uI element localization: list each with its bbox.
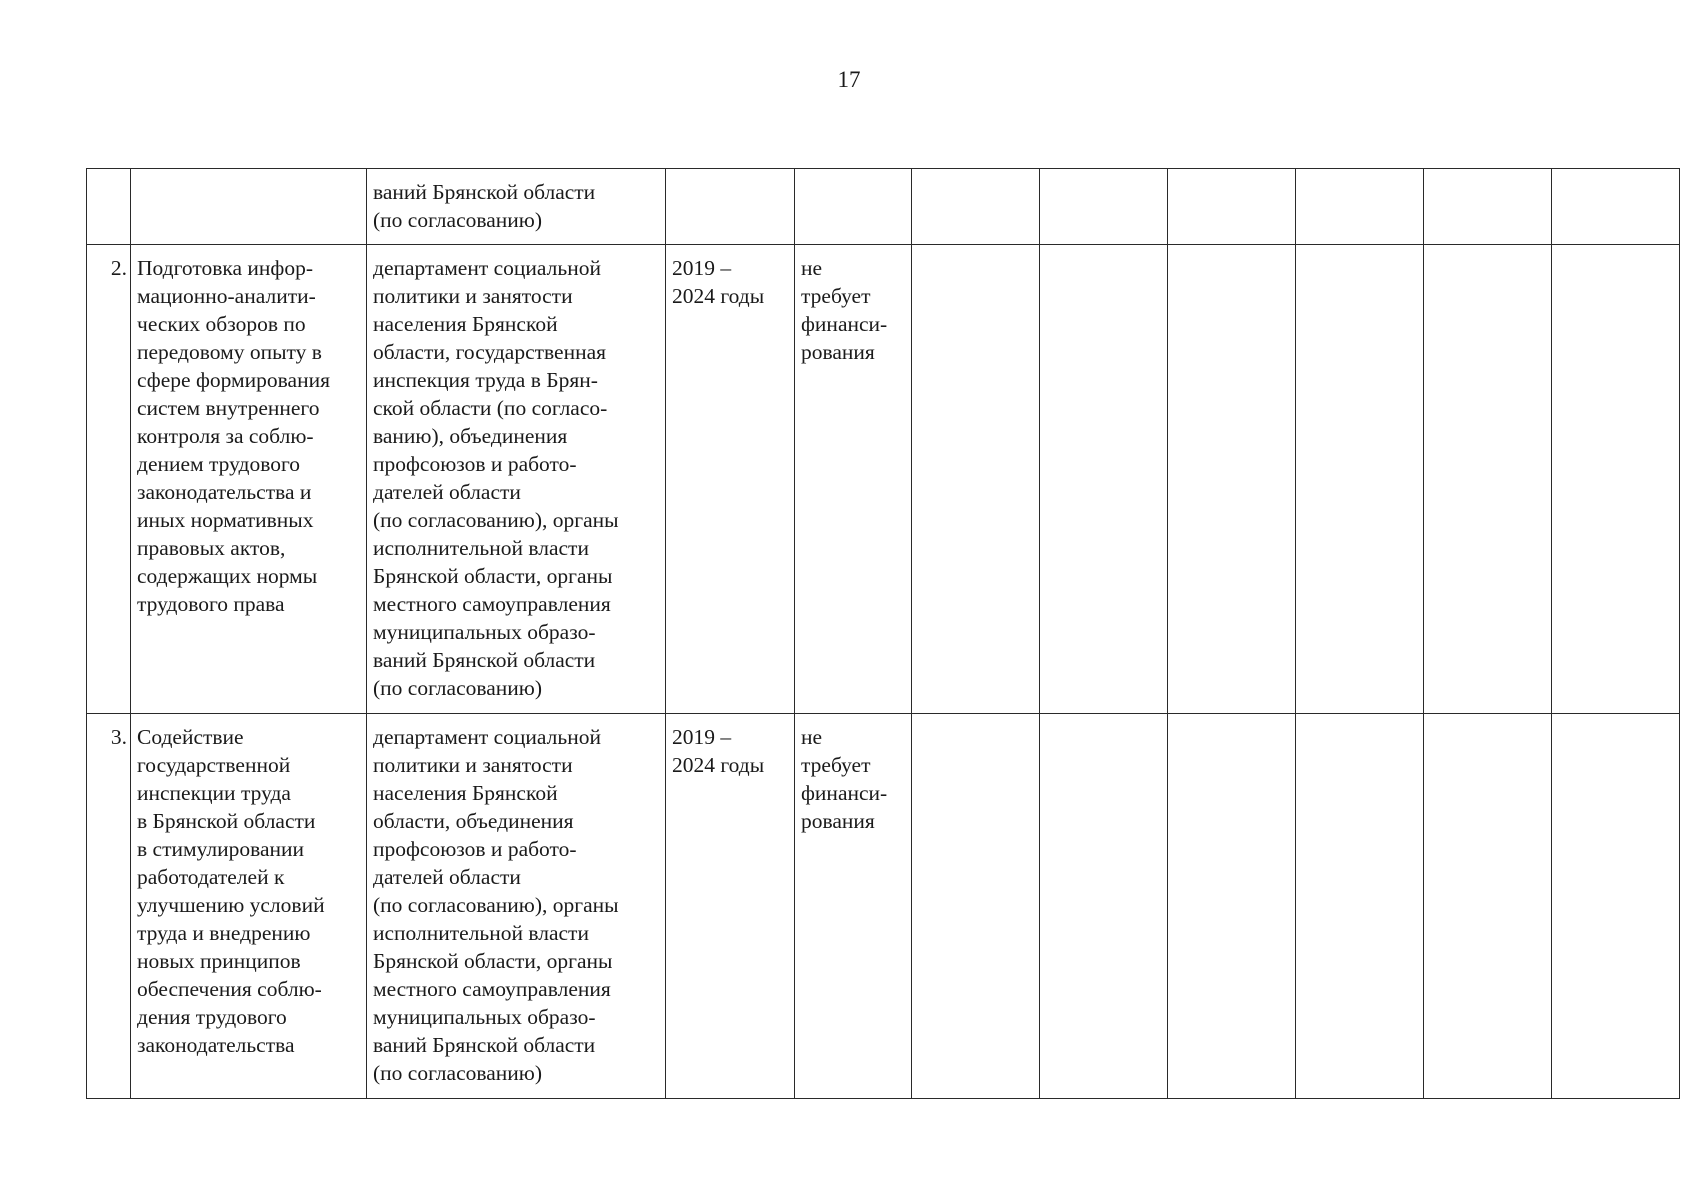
executors-line: (по согласованию), органы [373, 508, 619, 532]
activity-line: государственной [137, 753, 291, 777]
executors-line: Брянской области, органы [373, 564, 613, 588]
period-cell [666, 714, 795, 1099]
executors-line: (по согласованию) [373, 676, 543, 700]
activity-line: Содействие [137, 725, 244, 749]
empty-financing-cell [1552, 714, 1680, 1099]
executors-line: дателей области [373, 480, 521, 504]
empty-financing-cell [1168, 245, 1296, 714]
executors-line: департамент социальной [373, 256, 601, 280]
activity-line: передовому опыту в [137, 340, 322, 364]
financing-line: требует [801, 284, 871, 308]
activity-line: сфере формирования [137, 368, 330, 392]
empty-financing-cell [1040, 169, 1168, 245]
activity-line: иных нормативных [137, 508, 314, 532]
executors-line: местного самоуправления [373, 592, 611, 616]
executors-line: профсоюзов и работо- [373, 452, 577, 476]
table-row [87, 714, 1680, 1099]
activity-line: систем внутреннего [137, 396, 320, 420]
table-row [87, 245, 1680, 714]
executors-line: муниципальных образо- [373, 620, 596, 644]
executors-cell [367, 245, 666, 714]
financing-line: не [801, 725, 823, 749]
executors-line: муниципальных образо- [373, 1005, 596, 1029]
activity-cell [131, 245, 367, 714]
executors-line: (по согласованию) [373, 1061, 543, 1085]
empty-financing-cell [1424, 245, 1552, 714]
executors-cell [367, 169, 666, 245]
period-line: 2024 годы [672, 753, 765, 777]
activity-cell [131, 714, 367, 1099]
activity-line: дением трудового [137, 452, 301, 476]
financing-cell [795, 714, 912, 1099]
executors-line: профсоюзов и работо- [373, 837, 577, 861]
empty-financing-cell [1040, 714, 1168, 1099]
financing-line: финанси- [801, 312, 888, 336]
executors-line: Брянской области, органы [373, 949, 613, 973]
row-number-cell: 3. [87, 714, 131, 1099]
empty-financing-cell [1296, 169, 1424, 245]
executors-line: департамент социальной [373, 725, 601, 749]
period-cell [666, 245, 795, 714]
executors-line: ваний Брянской области [373, 180, 596, 204]
empty-financing-cell [1552, 169, 1680, 245]
executors-line: ваний Брянской области [373, 1033, 596, 1057]
executors-line: ваний Брянской области [373, 648, 596, 672]
empty-financing-cell [1168, 169, 1296, 245]
empty-financing-cell [1296, 245, 1424, 714]
activity-line: Подготовка инфор- [137, 256, 313, 280]
executors-line: политики и занятости [373, 753, 573, 777]
empty-financing-cell [1168, 714, 1296, 1099]
activity-line: работодателей к [137, 865, 285, 889]
activity-line: законодательства [137, 1033, 295, 1057]
empty-financing-cell [1296, 714, 1424, 1099]
empty-financing-cell [1040, 245, 1168, 714]
executors-line: (по согласованию), органы [373, 893, 619, 917]
financing-line: рования [801, 809, 875, 833]
empty-financing-cell [912, 245, 1040, 714]
executors-line: населения Брянской [373, 781, 558, 805]
activity-cell [131, 169, 367, 245]
executors-line: области, государственная [373, 340, 607, 364]
activity-line: труда и внедрению [137, 921, 311, 945]
activity-line: новых принципов [137, 949, 301, 973]
empty-financing-cell [1424, 169, 1552, 245]
executors-line: инспекция труда в Брян- [373, 368, 598, 392]
table-body [87, 169, 1680, 1099]
activity-line: содержащих нормы [137, 564, 318, 588]
financing-cell [795, 245, 912, 714]
executors-line: дателей области [373, 865, 521, 889]
activity-line: мационно-аналити- [137, 284, 316, 308]
empty-financing-cell [1552, 245, 1680, 714]
financing-line: требует [801, 753, 871, 777]
empty-financing-cell [912, 714, 1040, 1099]
financing-cell [795, 169, 912, 245]
executors-line: (по согласованию) [373, 208, 543, 232]
executors-line: ской области (по согласо- [373, 396, 608, 420]
executors-line: политики и занятости [373, 284, 573, 308]
page-number: 17 [837, 67, 861, 92]
empty-financing-cell [912, 169, 1040, 245]
activity-line: инспекции труда [137, 781, 291, 805]
row-number-cell: 2. [87, 245, 131, 714]
financing-line: не [801, 256, 823, 280]
executors-line: исполнительной власти [373, 921, 589, 945]
period-cell [666, 169, 795, 245]
period-line: 2019 – [672, 256, 732, 280]
activity-line: в стимулировании [137, 837, 305, 861]
financing-line: финанси- [801, 781, 888, 805]
activity-line: обеспечения соблю- [137, 977, 322, 1001]
executors-line: исполнительной власти [373, 536, 589, 560]
financing-line: рования [801, 340, 875, 364]
row-number-cell [87, 169, 131, 245]
activity-line: в Брянской области [137, 809, 316, 833]
activity-line: улучшению условий [137, 893, 325, 917]
executors-line: местного самоуправления [373, 977, 611, 1001]
activity-line: ческих обзоров по [137, 312, 306, 336]
table-row [87, 169, 1680, 245]
executors-line: населения Брянской [373, 312, 558, 336]
period-line: 2024 годы [672, 284, 765, 308]
activity-line: контроля за соблю- [137, 424, 314, 448]
activity-line: законодательства и [137, 480, 312, 504]
period-line: 2019 – [672, 725, 732, 749]
activity-line: правовых актов, [137, 536, 286, 560]
executors-line: области, объединения [373, 809, 574, 833]
activity-plan-table [86, 168, 1680, 1099]
empty-financing-cell [1424, 714, 1552, 1099]
executors-cell [367, 714, 666, 1099]
activity-line: дения трудового [137, 1005, 287, 1029]
executors-line: ванию), объединения [373, 424, 568, 448]
activity-line: трудового права [137, 592, 285, 616]
